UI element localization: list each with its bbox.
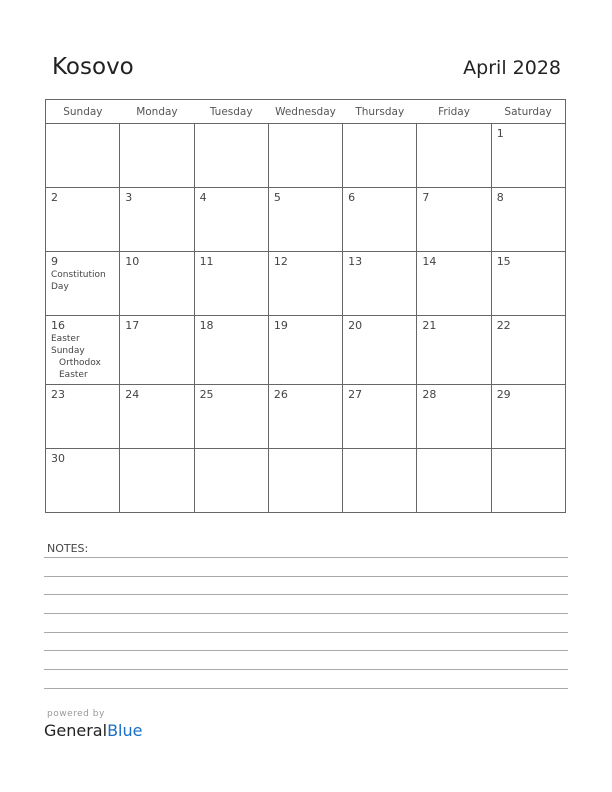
day-number: 8 bbox=[496, 191, 504, 204]
day-cell bbox=[268, 252, 342, 316]
notes-label: NOTES: bbox=[47, 542, 89, 555]
day-cell bbox=[194, 385, 268, 449]
note-line bbox=[44, 688, 568, 689]
day-number: 15 bbox=[496, 255, 511, 268]
holiday-label: Orthodox Easter bbox=[59, 358, 101, 380]
day-cell bbox=[194, 449, 268, 513]
day-number: 27 bbox=[348, 388, 363, 401]
day-cell bbox=[268, 449, 342, 513]
week-row bbox=[46, 188, 566, 252]
day-number: 6 bbox=[348, 191, 356, 204]
day-cell bbox=[120, 188, 194, 252]
day-number: 22 bbox=[496, 319, 511, 332]
brand-blue: Blue bbox=[107, 721, 143, 740]
day-number: 11 bbox=[199, 255, 214, 268]
note-line bbox=[44, 669, 568, 670]
day-cell bbox=[268, 188, 342, 252]
day-number: 2 bbox=[51, 191, 58, 204]
week-row bbox=[46, 385, 566, 449]
week-row bbox=[46, 449, 566, 513]
day-cell bbox=[417, 252, 491, 316]
day-cell bbox=[268, 124, 342, 188]
note-line bbox=[44, 613, 568, 614]
day-number: 29 bbox=[496, 388, 511, 401]
day-cell bbox=[120, 252, 194, 316]
weekday-tuesday: Tuesday bbox=[194, 100, 268, 124]
note-line bbox=[44, 557, 568, 558]
day-number: 25 bbox=[199, 388, 214, 401]
day-cell bbox=[46, 252, 120, 316]
month-title: April 2028 bbox=[463, 57, 561, 79]
week-row bbox=[46, 252, 566, 316]
day-cell bbox=[343, 252, 417, 316]
brand-general: General bbox=[44, 721, 108, 740]
day-number: 17 bbox=[125, 319, 140, 332]
day-cell bbox=[491, 252, 565, 316]
day-cell bbox=[491, 385, 565, 449]
day-number: 24 bbox=[125, 388, 140, 401]
day-number: 20 bbox=[348, 319, 363, 332]
day-number: 3 bbox=[125, 191, 133, 204]
day-number: 7 bbox=[422, 191, 430, 204]
day-number: 13 bbox=[348, 255, 363, 268]
day-cell bbox=[417, 188, 491, 252]
day-cell bbox=[46, 385, 120, 449]
day-cell bbox=[120, 124, 194, 188]
weekday-header-row bbox=[46, 100, 566, 124]
weekday-saturday: Saturday bbox=[491, 100, 565, 124]
day-cell bbox=[491, 449, 565, 513]
country-title: Kosovo bbox=[52, 54, 134, 80]
day-cell bbox=[343, 188, 417, 252]
day-cell bbox=[120, 385, 194, 449]
week-row bbox=[46, 316, 566, 385]
day-cell bbox=[417, 316, 491, 385]
note-line bbox=[44, 650, 568, 651]
day-cell bbox=[343, 316, 417, 385]
day-number: 5 bbox=[273, 191, 281, 204]
day-number: 4 bbox=[199, 191, 207, 204]
day-cell bbox=[194, 188, 268, 252]
day-cell bbox=[343, 124, 417, 188]
day-cell bbox=[194, 124, 268, 188]
weekday-wednesday: Wednesday bbox=[268, 100, 342, 124]
day-number: 12 bbox=[273, 255, 288, 268]
day-cell bbox=[194, 252, 268, 316]
day-cell bbox=[343, 385, 417, 449]
weekday-thursday: Thursday bbox=[343, 100, 417, 124]
holiday-label: Easter Sunday bbox=[51, 334, 85, 356]
note-line bbox=[44, 632, 568, 633]
day-cell bbox=[417, 124, 491, 188]
powered-by-text: powered by bbox=[47, 709, 105, 719]
day-number: 26 bbox=[273, 388, 288, 401]
day-number: 23 bbox=[51, 388, 65, 401]
note-line bbox=[44, 576, 568, 577]
day-cell bbox=[491, 188, 565, 252]
day-cell bbox=[120, 449, 194, 513]
day-cell bbox=[46, 124, 120, 188]
day-number: 30 bbox=[51, 452, 65, 465]
weekday-monday: Monday bbox=[120, 100, 194, 124]
week-row bbox=[46, 124, 566, 188]
day-number: 28 bbox=[422, 388, 437, 401]
day-cell bbox=[268, 316, 342, 385]
day-number: 21 bbox=[422, 319, 437, 332]
day-cell bbox=[417, 385, 491, 449]
day-cell bbox=[194, 316, 268, 385]
day-number: 19 bbox=[273, 319, 288, 332]
day-number: 9 bbox=[51, 255, 58, 268]
day-cell bbox=[343, 449, 417, 513]
day-number: 16 bbox=[51, 319, 65, 332]
holiday-label: Constitution Day bbox=[51, 270, 106, 292]
day-cell bbox=[46, 449, 120, 513]
calendar-grid bbox=[45, 99, 566, 513]
day-cell bbox=[268, 385, 342, 449]
day-number: 10 bbox=[125, 255, 140, 268]
day-number: 14 bbox=[422, 255, 437, 268]
day-cell bbox=[417, 449, 491, 513]
weekday-sunday: Sunday bbox=[46, 100, 120, 124]
brand-logo[interactable] bbox=[44, 721, 142, 740]
day-cell bbox=[46, 316, 120, 385]
day-number: 18 bbox=[199, 319, 214, 332]
day-cell bbox=[491, 124, 565, 188]
day-number: 1 bbox=[496, 127, 504, 140]
day-cell bbox=[120, 316, 194, 385]
day-cell bbox=[491, 316, 565, 385]
weekday-friday: Friday bbox=[417, 100, 491, 124]
note-line bbox=[44, 594, 568, 595]
day-cell bbox=[46, 188, 120, 252]
